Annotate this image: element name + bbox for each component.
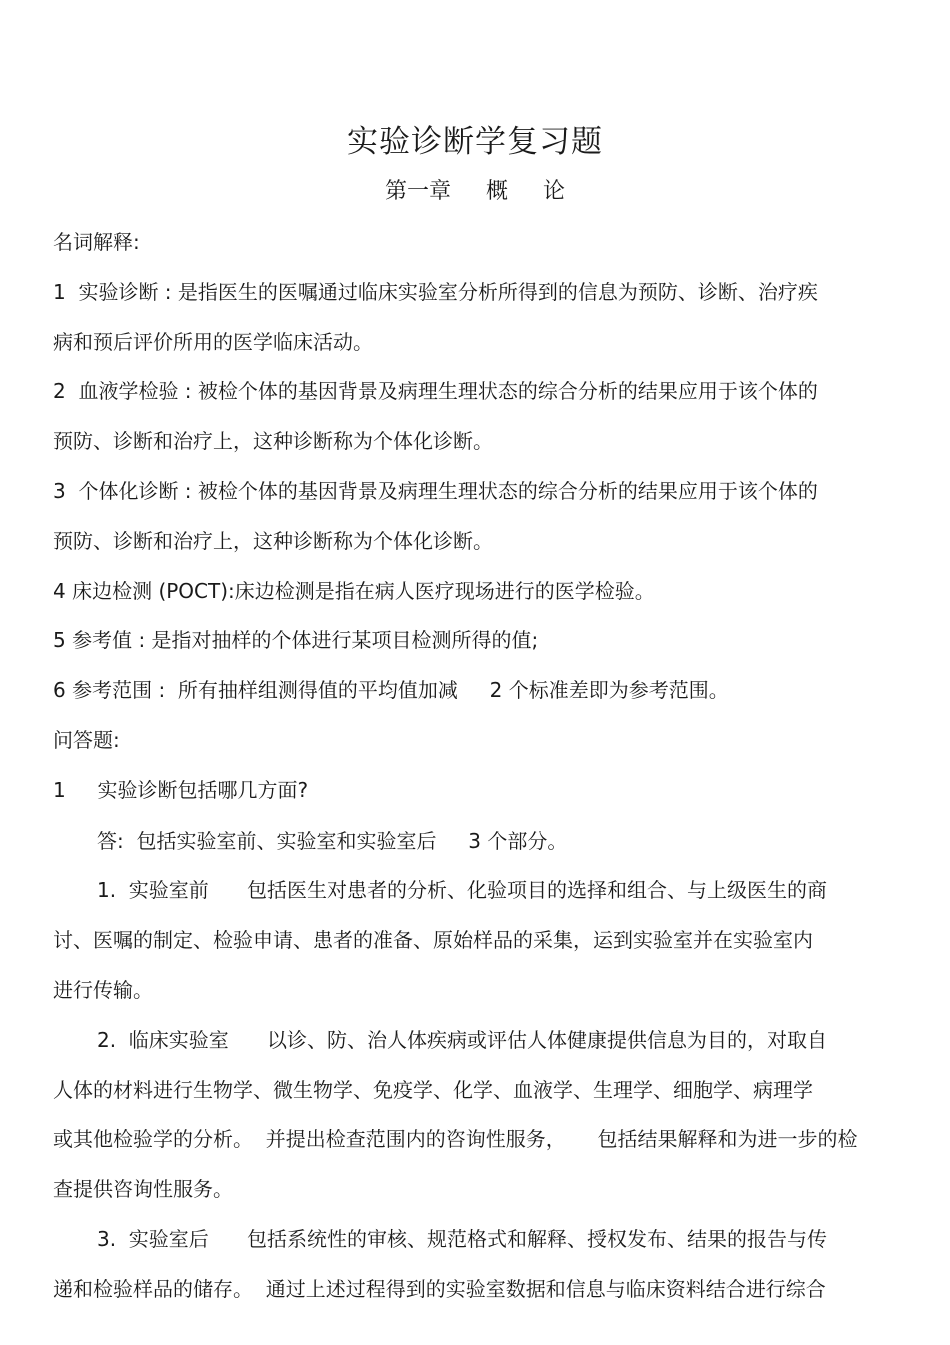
- part-2-line-3: 或其他检验学的分析。 并提出检查范围内的咨询性服务， 包括结果解释和为进一步的检: [53, 1127, 858, 1151]
- term-4-line-1: 4 床边检测 (POCT):床边检测是指在病人医疗现场进行的医学检验。: [53, 579, 655, 603]
- term-3-line-1: 3 个体化诊断 : 被检个体的基因背景及病理生理状态的综合分析的结果应用于该个体的: [53, 479, 818, 503]
- term-5-line-1: 5 参考值 : 是指对抽样的个体进行某项目检测所得的值;: [53, 628, 539, 652]
- chapter-heading: 第一章 概 论: [385, 179, 565, 204]
- term-2-line-2: 预防、诊断和治疗上，这种诊断称为个体化诊断。: [53, 429, 493, 453]
- question-1: 1 实验诊断包括哪几方面?: [53, 778, 309, 802]
- part-2-line-4: 查提供咨询性服务。: [53, 1177, 233, 1201]
- part-2-line-2: 人体的材料进行生物学、微生物学、免疫学、化学、血液学、生理学、细胞学、病理学: [53, 1078, 813, 1102]
- section-heading-terms: 名词解释:: [53, 230, 140, 254]
- term-1-line-1: 1 实验诊断 : 是指医生的医嘱通过临床实验室分析所得到的信息为预防、诊断、治疗疾: [53, 280, 818, 304]
- term-1-line-2: 病和预后评价所用的医学临床活动。: [53, 330, 373, 354]
- page-title: 实验诊断学复习题: [347, 124, 603, 160]
- section-heading-qa: 问答题:: [53, 728, 120, 752]
- part-2-line-1: 2. 临床实验室 以诊、防、治人体疾病或评估人体健康提供信息为目的，对取自: [97, 1028, 827, 1052]
- term-2-line-1: 2 血液学检验 : 被检个体的基因背景及病理生理状态的综合分析的结果应用于该个体的: [53, 379, 818, 403]
- part-1-line-2: 讨、医嘱的制定、检验申请、患者的准备、原始样品的采集，运到实验室并在实验室内: [53, 928, 813, 952]
- term-3-line-2: 预防、诊断和治疗上，这种诊断称为个体化诊断。: [53, 529, 493, 553]
- part-3-line-2: 递和检验样品的储存。 通过上述过程得到的实验室数据和信息与临床资料结合进行综合: [53, 1277, 826, 1301]
- term-6-line-1: 6 参考范围 : 所有抽样组测得值的平均值加减 2 个标准差即为参考范围。: [53, 678, 729, 702]
- answer-1: 答: 包括实验室前、实验室和实验室后 3 个部分。: [97, 829, 568, 853]
- part-1-line-1: 1. 实验室前 包括医生对患者的分析、化验项目的选择和组合、与上级医生的商: [97, 878, 827, 902]
- part-1-line-3: 进行传输。: [53, 978, 153, 1002]
- part-3-line-1: 3. 实验室后 包括系统性的审核、规范格式和解释、授权发布、结果的报告与传: [97, 1227, 827, 1251]
